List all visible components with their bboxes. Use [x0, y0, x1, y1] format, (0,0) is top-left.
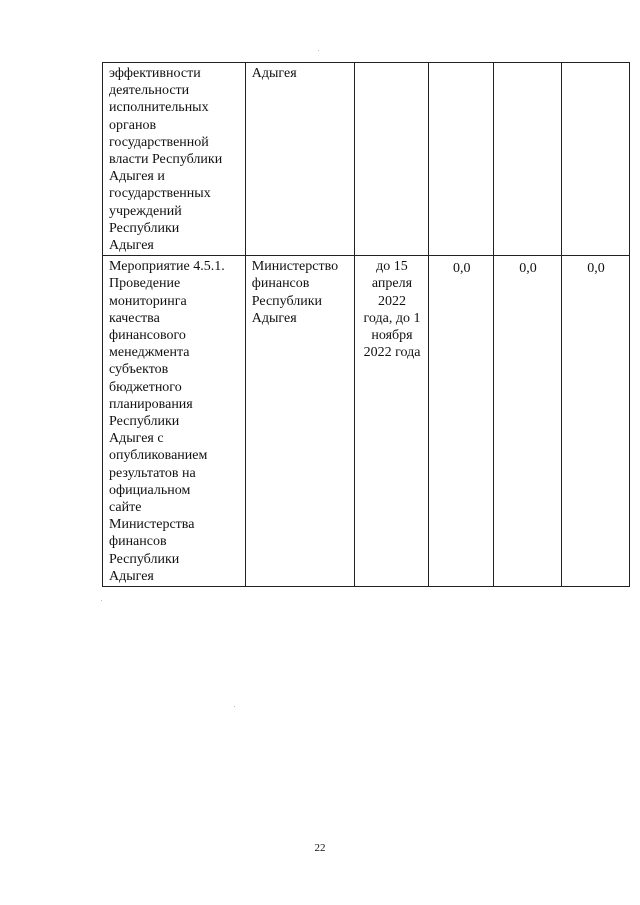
amount-cell	[493, 63, 561, 256]
table-row	[103, 256, 630, 587]
amount-cell: 0,0	[429, 256, 494, 587]
deadline-cell: до 15 апреля 2022 года, до 1 ноября 2022 года	[354, 256, 429, 587]
amount-cell	[561, 63, 629, 256]
executor-cell: Министерство финансов Республики Адыгея	[245, 256, 354, 587]
scan-speck	[318, 50, 319, 51]
amount-cell: 0,0	[561, 256, 629, 587]
deadline-cell	[354, 63, 429, 256]
measure-name-cell: эффективности деятельности исполнительных органов государственной власти Республики Адыгея и государственных учреждений Республики Адыгея	[103, 63, 246, 256]
page-number: 22	[314, 842, 326, 854]
measure-name-cell: Мероприятие 4.5.1. Проведение мониторинга качества финансового менеджмента субъектов бюджетного планирования Республики Адыгея с опубликованием результатов на официальном сайте Министерства финансов Республики Адыгея	[103, 256, 246, 587]
amount-cell	[429, 63, 494, 256]
program-measures-table	[102, 62, 630, 587]
amount-cell: 0,0	[493, 256, 561, 587]
executor-cell: Адыгея	[245, 63, 354, 256]
scan-speck	[234, 706, 235, 707]
table-row	[103, 63, 630, 256]
scan-speck	[101, 600, 102, 601]
